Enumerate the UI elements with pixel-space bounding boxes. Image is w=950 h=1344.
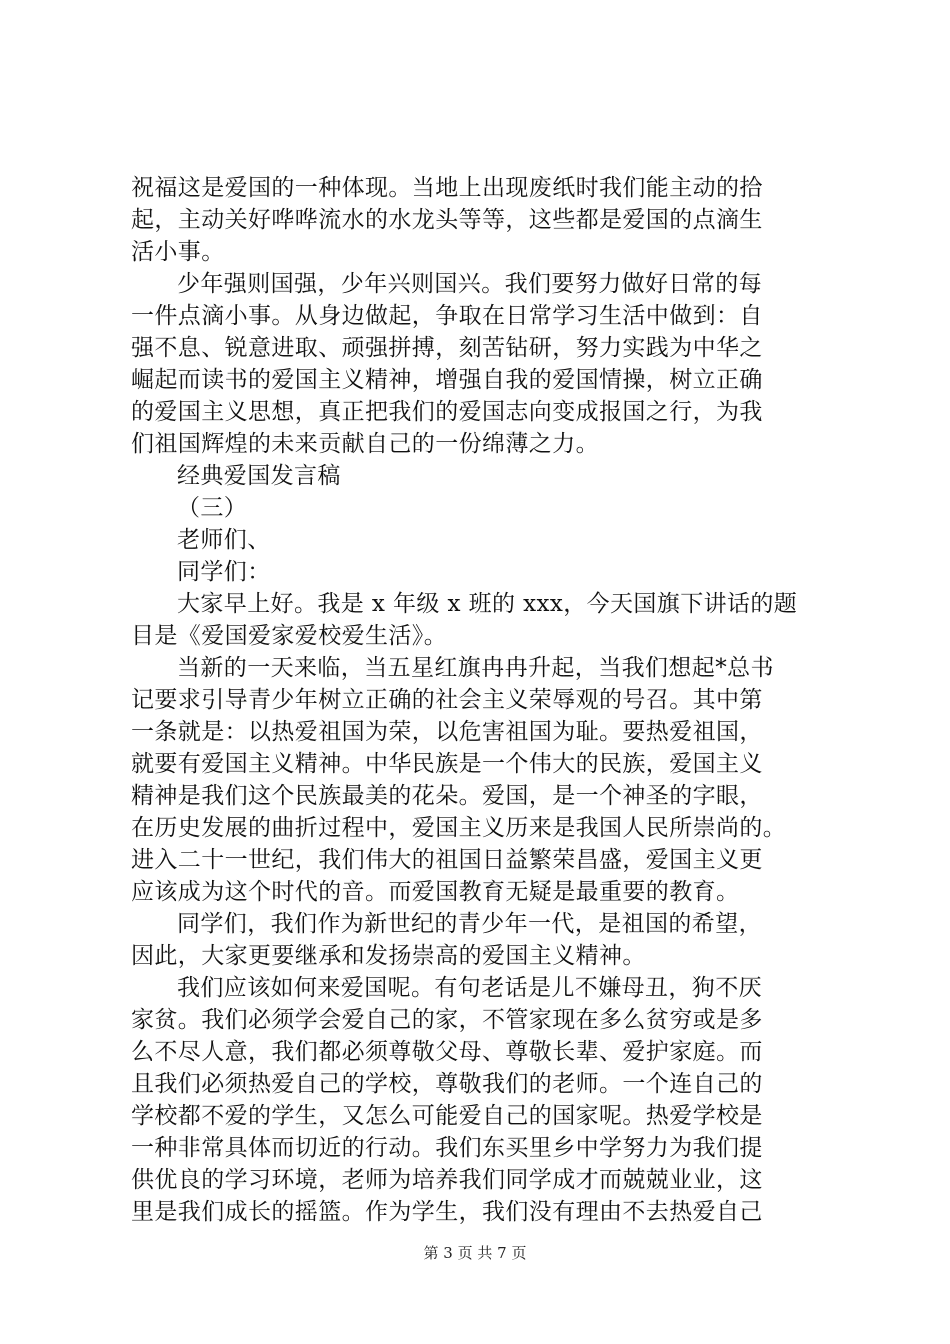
text-line: 在历史发展的曲折过程中，爱国主义历来是我国人民所崇尚的。 xyxy=(131,815,787,841)
text-line: 里是我们成长的摇篮。作为学生，我们没有理由不去热爱自己 xyxy=(131,1199,763,1225)
text-line: 当新的一天来临，当五星红旗冉冉升起，当我们想起*总书 xyxy=(177,655,774,681)
text-line: 老师们、 xyxy=(177,527,271,553)
page-footer: 第 3 页 共 7 页 xyxy=(423,1244,527,1262)
text-line: 崛起而读书的爱国主义精神，增强自我的爱国情操，树立正确 xyxy=(131,367,763,393)
text-line: 就要有爱国主义精神。中华民族是一个伟大的民族，爱国主义 xyxy=(131,751,763,777)
text-line: 目是《爱国爱家爱校爱生活》。 xyxy=(131,623,448,649)
text-line: 我们应该如何来爱国呢。有句老话是儿不嫌母丑，狗不厌 xyxy=(177,975,762,1001)
text-line: 祝福这是爱国的一种体现。当地上出现废纸时我们能主动的拾 xyxy=(131,175,763,201)
text-line: （三） xyxy=(177,495,248,521)
text-line: 一件点滴小事。从身边做起，争取在日常学习生活中做到：自 xyxy=(131,303,763,329)
text-line: 精神是我们这个民族最美的花朵。爱国，是一个神圣的字眼， xyxy=(131,783,763,809)
text-line: 记要求引导青少年树立正确的社会主义荣辱观的号召。其中第 xyxy=(131,687,763,713)
text-line: 少年强则国强，少年兴则国兴。我们要努力做好日常的每 xyxy=(177,271,762,297)
text-line: 且我们必须热爱自己的学校，尊敬我们的老师。一个连自己的 xyxy=(131,1071,763,1097)
text-line: 么不尽人意，我们都必须尊敬父母、尊敬长辈、爱护家庭。而 xyxy=(131,1039,763,1065)
text-line: 应该成为这个时代的音。而爱国教育无疑是最重要的教育。 xyxy=(131,879,740,905)
text-line: 家贫。我们必须学会爱自己的家，不管家现在多么贫穷或是多 xyxy=(131,1007,763,1033)
text-line: 学校都不爱的学生，又怎么可能爱自己的国家呢。热爱学校是 xyxy=(131,1103,763,1129)
text-line: 供优良的学习环境，老师为培养我们同学成才而兢兢业业，这 xyxy=(131,1167,763,1193)
text-line: 经典爱国发言稿 xyxy=(177,463,341,489)
text-line: 同学们，我们作为新世纪的青少年一代，是祖国的希望， xyxy=(177,911,762,937)
text-line: 大家早上好。我是 x 年级 x 班的 xxx，今天国旗下讲话的题 xyxy=(177,591,798,617)
text-line: 一条就是：以热爱祖国为荣，以危害祖国为耻。要热爱祖国， xyxy=(131,719,763,745)
document-body xyxy=(131,172,831,1228)
text-line: 同学们： xyxy=(177,559,271,585)
text-line: 活小事。 xyxy=(131,239,225,265)
text-line: 一种非常具体而切近的行动。我们东买里乡中学努力为我们提 xyxy=(131,1135,763,1161)
text-line: 进入二十一世纪，我们伟大的祖国日益繁荣昌盛，爱国主义更 xyxy=(131,847,763,873)
text-line: 们祖国辉煌的未来贡献自己的一份绵薄之力。 xyxy=(131,431,599,457)
text-line: 的爱国主义思想，真正把我们的爱国志向变成报国之行，为我 xyxy=(131,399,763,425)
text-line: 强不息、锐意进取、顽强拼搏，刻苦钻研，努力实践为中华之 xyxy=(131,335,763,361)
text-line: 起，主动关好哗哗流水的水龙头等等，这些都是爱国的点滴生 xyxy=(131,207,763,233)
text-line: 因此，大家更要继承和发扬崇高的爱国主义精神。 xyxy=(131,943,646,969)
